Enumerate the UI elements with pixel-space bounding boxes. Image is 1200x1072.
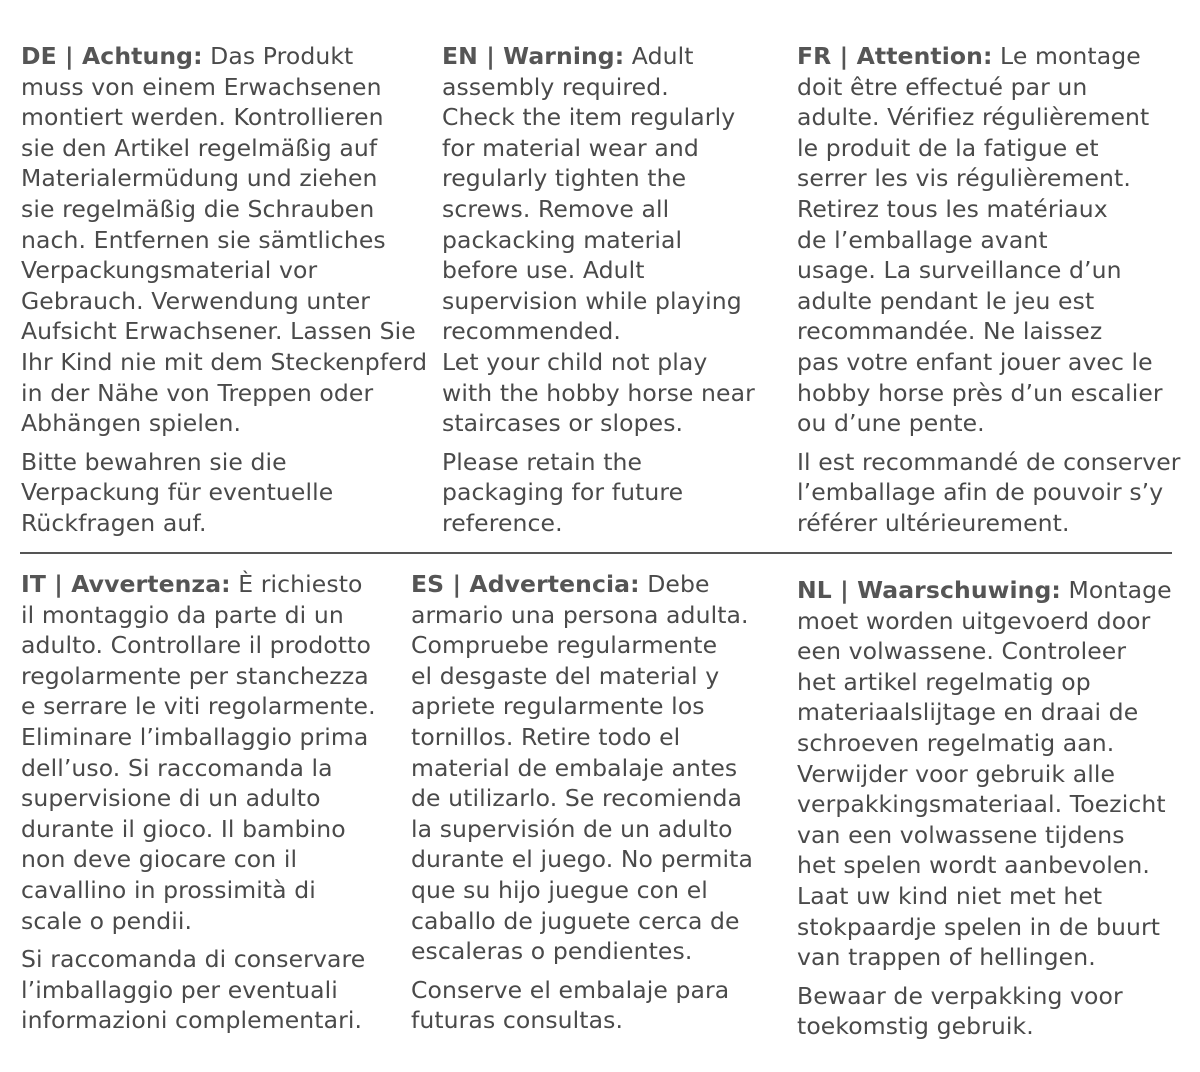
text-line: la supervisión de un adulto [411, 814, 733, 843]
text-line: Laat uw kind niet met het [797, 881, 1103, 910]
section-fr [797, 41, 1181, 539]
text-line: supervisione di un adulto [21, 784, 321, 813]
note-line: toekomstig gebruik. [797, 1012, 1034, 1041]
text-line: recommandée. Ne laissez [797, 317, 1103, 346]
paragraph-gap [797, 973, 1172, 981]
note-line: informazioni complementari. [21, 1006, 363, 1035]
text-line: schroeven regelmatig aan. [797, 728, 1115, 757]
note-line: Verpackung für eventuelle [21, 478, 334, 507]
text-line: regularly tighten the [442, 164, 687, 193]
text-line: ou d’une pente. [797, 409, 985, 438]
text-line: hobby horse près d’un escalier [797, 378, 1163, 407]
text-line: montiert werden. Kontrollieren [21, 103, 384, 132]
text-line: van een volwassene tijdens [797, 820, 1125, 849]
paragraph-gap [442, 439, 755, 447]
paragraph-gap [411, 967, 753, 975]
text-line: Eliminare l’imballaggio prima [21, 722, 369, 751]
text-line: Le montage [992, 42, 1141, 70]
section-nl-first-line [797, 575, 1172, 606]
text-line: de utilizarlo. Se recomienda [411, 784, 743, 813]
section-es-heading: ES | Advertencia: [411, 570, 640, 598]
text-line: le produit de la fatigue et [797, 133, 1099, 162]
paragraph-gap [21, 439, 427, 447]
note-line: futuras consultas. [411, 1006, 624, 1035]
text-line: moet worden uitgevoerd door [797, 606, 1151, 635]
text-line: recommended. [442, 317, 621, 346]
text-line: que su hijo juegue con el [411, 875, 708, 904]
paragraph-gap [797, 439, 1181, 447]
note-line: l’emballage afin de pouvoir s’y [797, 478, 1164, 507]
text-line: armario una persona adulta. [411, 600, 749, 629]
text-line: before use. Adult [442, 256, 645, 285]
text-line: materiaalslijtage en draai de [797, 698, 1139, 727]
section-nl [797, 575, 1172, 1042]
text-line: non deve giocare con il [21, 845, 298, 874]
text-line: durante il gioco. Il bambino [21, 814, 346, 843]
text-line: screws. Remove all [442, 194, 670, 223]
text-line: een volwassene. Controleer [797, 637, 1127, 666]
text-line: adulto. Controllare il prodotto [21, 631, 371, 660]
text-line: staircases or slopes. [442, 409, 684, 438]
text-line: Let your child not play [442, 347, 708, 376]
text-line: adulte pendant le jeu est [797, 286, 1095, 315]
text-line: muss von einem Erwachsenen [21, 72, 382, 101]
section-it-heading: IT | Avvertenza: [21, 570, 231, 598]
text-line: het artikel regelmatig op [797, 667, 1091, 696]
text-line: sie regelmäßig die Schrauben [21, 194, 375, 223]
note-line: Conserve el embalaje para [411, 975, 730, 1004]
text-line: assembly required. [442, 72, 669, 101]
section-de [21, 41, 427, 539]
text-line: escaleras o pendientes. [411, 937, 693, 966]
section-it [21, 569, 376, 1036]
text-line: È richiesto [230, 570, 363, 598]
text-line: sie den Artikel regelmäßig auf [21, 133, 378, 162]
note-line: l’imballaggio per eventuali [21, 975, 338, 1004]
text-line: Adult [624, 42, 694, 70]
note-line: Bewaar de verpakking voor [797, 981, 1123, 1010]
section-es [411, 569, 753, 1036]
section-it-first-line [21, 569, 376, 600]
section-de-first-line [21, 41, 427, 72]
text-line: Verpackungsmaterial vor [21, 256, 318, 285]
text-line: e serrare le viti regolarmente. [21, 692, 376, 721]
text-line: regolarmente per stanchezza [21, 661, 369, 690]
text-line: serrer les vis régulièrement. [797, 164, 1131, 193]
text-line: Compruebe regularmente [411, 631, 718, 660]
text-line: Check the item regularly [442, 103, 736, 132]
text-line: el desgaste del material y [411, 661, 720, 690]
note-line: Bitte bewahren sie die [21, 447, 287, 476]
section-de-heading: DE | Achtung: [21, 42, 203, 70]
text-line: adulte. Vérifiez régulièrement [797, 103, 1150, 132]
text-line: Aufsicht Erwachsener. Lassen Sie [21, 317, 416, 346]
text-line: Retirez tous les matériaux [797, 194, 1108, 223]
text-line: pas votre enfant jouer avec le [797, 347, 1153, 376]
text-line: het spelen wordt aanbevolen. [797, 851, 1150, 880]
text-line: Debe [639, 570, 710, 598]
section-fr-heading: FR | Attention: [797, 42, 993, 70]
text-line: in der Nähe von Treppen oder [21, 378, 374, 407]
note-line: Rückfragen auf. [21, 508, 207, 537]
text-line: with the hobby horse near [442, 378, 755, 407]
note-line: Please retain the [442, 447, 643, 476]
text-line: apriete regularmente los [411, 692, 705, 721]
text-line: cavallino in prossimità di [21, 875, 316, 904]
text-line: supervision while playing [442, 286, 742, 315]
text-line: il montaggio da parte di un [21, 600, 344, 629]
text-line: packacking material [442, 225, 683, 254]
text-line: Gebrauch. Verwendung unter [21, 286, 371, 315]
text-line: caballo de juguete cerca de [411, 906, 740, 935]
note-line: packaging for future [442, 478, 684, 507]
section-divider [20, 552, 1172, 554]
text-line: Verwijder voor gebruik alle [797, 759, 1116, 788]
text-line: tornillos. Retire todo el [411, 722, 681, 751]
paragraph-gap [21, 936, 376, 944]
text-line: scale o pendii. [21, 906, 193, 935]
section-en-heading: EN | Warning: [442, 42, 625, 70]
text-line: verpakkingsmateriaal. Toezicht [797, 790, 1166, 819]
section-en [442, 41, 755, 539]
text-line: stokpaardje spelen in de buurt [797, 912, 1161, 941]
note-line: reference. [442, 508, 563, 537]
text-line: doit être effectué par un [797, 72, 1088, 101]
text-line: nach. Entfernen sie sämtliches [21, 225, 386, 254]
text-line: Ihr Kind nie mit dem Steckenpferd [21, 347, 428, 376]
section-fr-first-line [797, 41, 1181, 72]
text-line: durante el juego. No permita [411, 845, 753, 874]
note-line: Il est recommandé de conserver [797, 447, 1181, 476]
text-line: Abhängen spielen. [21, 409, 242, 438]
note-line: référer ultérieurement. [797, 508, 1070, 537]
text-line: dell’uso. Si raccomanda la [21, 753, 333, 782]
text-line: van trappen of hellingen. [797, 943, 1096, 972]
text-line: material de embalaje antes [411, 753, 738, 782]
text-line: Das Produkt [202, 42, 354, 70]
text-line: de l’emballage avant [797, 225, 1048, 254]
text-line: Materialermüdung und ziehen [21, 164, 378, 193]
section-en-first-line [442, 41, 755, 72]
text-line: for material wear and [442, 133, 699, 162]
note-line: Si raccomanda di conservare [21, 945, 366, 974]
text-line: usage. La surveillance d’un [797, 256, 1122, 285]
section-nl-heading: NL | Waarschuwing: [797, 576, 1061, 604]
text-line: Montage [1060, 576, 1172, 604]
section-es-first-line [411, 569, 753, 600]
